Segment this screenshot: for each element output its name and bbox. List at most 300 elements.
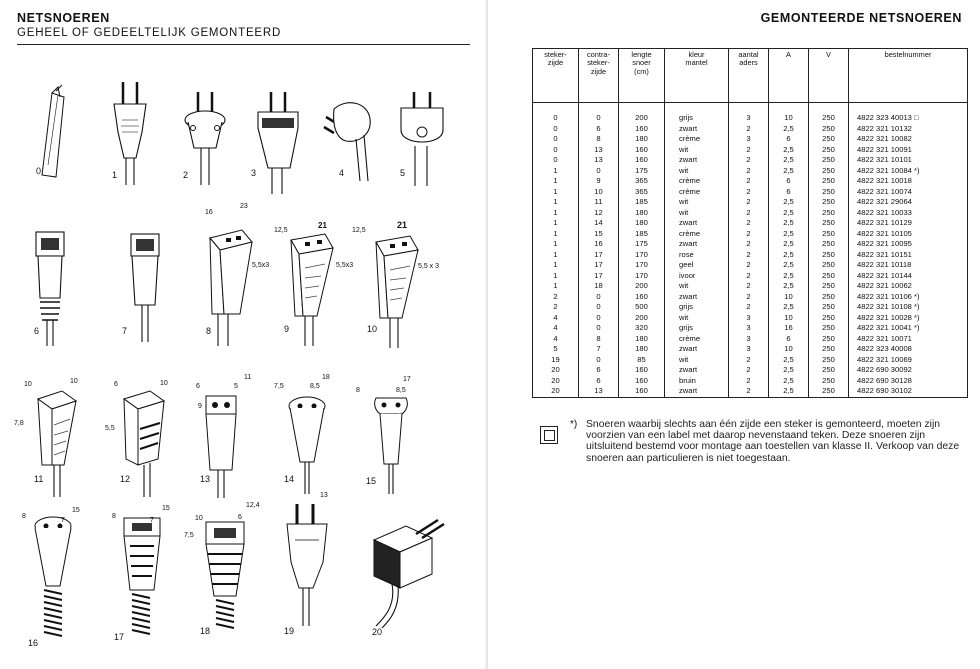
- cell-ampere: 2,5: [769, 355, 809, 366]
- cord-figure-4: [320, 95, 376, 185]
- table-row: [533, 124, 968, 135]
- cell-bestelnummer: 4822 323 40008: [849, 344, 968, 355]
- cell-volt: 250: [809, 323, 849, 334]
- cell-aders: 2: [729, 386, 769, 397]
- cell-aders: 2: [729, 376, 769, 387]
- cell-bestelnummer: 4822 321 10132: [849, 124, 968, 135]
- cell-lengte: 200: [619, 113, 665, 124]
- cell-volt: 250: [809, 292, 849, 303]
- dimension-label: 6: [114, 381, 118, 388]
- table-row: [533, 145, 968, 156]
- cell-lengte: 160: [619, 145, 665, 156]
- dimension-label: 10: [70, 378, 78, 385]
- dimension-label: 21: [318, 221, 327, 230]
- figure-number: 17: [114, 632, 125, 642]
- cell-contra-steker-zijde: 0: [579, 313, 619, 324]
- table-row: [533, 187, 968, 198]
- dimension-label: 10: [195, 515, 203, 522]
- cell-bestelnummer: 4822 690 30092: [849, 365, 968, 376]
- cord-figure-7: [125, 230, 165, 345]
- cell-lengte: 180: [619, 208, 665, 219]
- cell-steker-zijde: 1: [533, 281, 579, 292]
- cell-lengte: 85: [619, 355, 665, 366]
- table-row: [533, 197, 968, 208]
- cell-steker-zijde: 0: [533, 124, 579, 135]
- figure-number: 19: [284, 626, 295, 636]
- figure-number: 0: [36, 166, 42, 176]
- figure-number: 12: [120, 474, 131, 484]
- table-spacer-row: [533, 103, 968, 114]
- coiled-cord-connector-icon: [118, 512, 166, 644]
- table-header-row: [533, 49, 968, 103]
- cell-aders: 2: [729, 176, 769, 187]
- figure-number: 3: [251, 168, 257, 178]
- cell-steker-zijde: 0: [533, 134, 579, 145]
- cell-contra-steker-zijde: 6: [579, 124, 619, 135]
- table-row: [533, 229, 968, 240]
- header-label: aantal aders: [738, 50, 759, 68]
- cell-contra-steker-zijde: 18: [579, 281, 619, 292]
- cell-lengte: 160: [619, 376, 665, 387]
- header-label: kleur mantel: [685, 50, 708, 68]
- cell-lengte: 185: [619, 229, 665, 240]
- cell-kleur: wit: [665, 355, 729, 366]
- cell-aders: 2: [729, 302, 769, 313]
- cell-aders: 3: [729, 334, 769, 345]
- cell-kleur: zwart: [665, 155, 729, 166]
- dimension-label: 15: [162, 505, 170, 512]
- cell-contra-steker-zijde: 16: [579, 239, 619, 250]
- cell-aders: 3: [729, 323, 769, 334]
- cell-steker-zijde: 1: [533, 271, 579, 282]
- figure-number: 9: [284, 324, 290, 334]
- cell-aders: 3: [729, 134, 769, 145]
- cell-lengte: 160: [619, 124, 665, 135]
- box-connector-icon: [366, 510, 446, 630]
- cell-volt: 250: [809, 124, 849, 135]
- dimension-label: 12,5: [352, 227, 366, 234]
- cell-bestelnummer: 4822 321 10062: [849, 281, 968, 292]
- schuko-straight-plug-icon: [254, 88, 302, 198]
- cell-aders: 2: [729, 260, 769, 271]
- cell-steker-zijde: 1: [533, 250, 579, 261]
- cell-kleur: crème: [665, 134, 729, 145]
- cell-ampere: 2,5: [769, 229, 809, 240]
- left-page-title: NETSNOEREN: [17, 11, 110, 25]
- cell-ampere: 6: [769, 134, 809, 145]
- header-label: contra- steker- zijde: [586, 50, 610, 76]
- cell-lengte: 320: [619, 323, 665, 334]
- cell-volt: 250: [809, 155, 849, 166]
- footnote-text: Snoeren waarbij slechts aan één zijde een steker is gemonteerd, moeten zijn voorzien van een label met daarop nevenstaand teken. Deze snoeren zijn uitsluitend bestemd voor montage aan toestellen van klasse II. Verkoop van deze snoeren aan particulieren is niet toegestaan.: [586, 419, 960, 464]
- cell-ampere: 2,5: [769, 218, 809, 229]
- dimension-label: 18: [322, 374, 330, 381]
- figure-number: 4: [339, 168, 345, 178]
- table-spacer-cell: [769, 103, 809, 114]
- cell-steker-zijde: 4: [533, 334, 579, 345]
- cell-kleur: crème: [665, 334, 729, 345]
- cell-kleur: zwart: [665, 239, 729, 250]
- dimension-label: 7,5: [274, 383, 284, 390]
- cell-ampere: 10: [769, 292, 809, 303]
- cell-bestelnummer: 4822 321 10108 *): [849, 302, 968, 313]
- cell-steker-zijde: 2: [533, 302, 579, 313]
- cell-steker-zijde: 1: [533, 176, 579, 187]
- cell-contra-steker-zijde: 0: [579, 302, 619, 313]
- col-steker-zijde: [533, 49, 579, 103]
- cell-lengte: 500: [619, 302, 665, 313]
- class-ii-symbol-icon: [540, 426, 558, 444]
- table-spacer-cell: [665, 103, 729, 114]
- cell-bestelnummer: 4822 321 29064: [849, 197, 968, 208]
- cell-bestelnummer: 4822 321 10106 *): [849, 292, 968, 303]
- cell-aders: 3: [729, 344, 769, 355]
- dimension-label: 5,5: [105, 425, 115, 432]
- cell-aders: 3: [729, 113, 769, 124]
- cell-contra-steker-zijde: 9: [579, 176, 619, 187]
- cell-steker-zijde: 1: [533, 197, 579, 208]
- cell-aders: 2: [729, 281, 769, 292]
- cell-lengte: 175: [619, 166, 665, 177]
- cell-kleur: grijs: [665, 323, 729, 334]
- dimension-label: 10: [160, 380, 168, 387]
- table-body: [533, 103, 968, 398]
- cell-aders: 2: [729, 208, 769, 219]
- table-spacer-cell: [533, 103, 579, 114]
- cell-volt: 250: [809, 113, 849, 124]
- cell-volt: 250: [809, 218, 849, 229]
- cell-aders: 2: [729, 365, 769, 376]
- dimension-label: 5,5x3: [252, 262, 270, 269]
- cell-aders: 2: [729, 239, 769, 250]
- cell-volt: 250: [809, 271, 849, 282]
- dimension-label: 8,5: [310, 383, 320, 390]
- cell-ampere: 2,5: [769, 260, 809, 271]
- figure-number: 10: [367, 324, 378, 334]
- table-row: [533, 208, 968, 219]
- header-label: bestelnummer: [884, 50, 932, 59]
- cell-bestelnummer: 4822 321 10082: [849, 134, 968, 145]
- cell-contra-steker-zijde: 0: [579, 323, 619, 334]
- cell-steker-zijde: 1: [533, 166, 579, 177]
- table-row: [533, 260, 968, 271]
- cell-bestelnummer: 4822 321 10033: [849, 208, 968, 219]
- cell-bestelnummer: 4822 321 10071: [849, 334, 968, 345]
- cell-aders: 2: [729, 250, 769, 261]
- cell-bestelnummer: 4822 690 30102: [849, 386, 968, 397]
- figure-eight-connector-icon: [370, 392, 412, 497]
- cell-kleur: geel: [665, 260, 729, 271]
- table-row: [533, 134, 968, 145]
- cell-lengte: 170: [619, 271, 665, 282]
- figure-number: 13: [200, 474, 211, 484]
- cell-bestelnummer: 4822 321 10084 *): [849, 166, 968, 177]
- cell-aders: 2: [729, 124, 769, 135]
- cell-volt: 250: [809, 145, 849, 156]
- cell-contra-steker-zijde: 11: [579, 197, 619, 208]
- header-label: A: [786, 50, 791, 59]
- cell-kleur: rose: [665, 250, 729, 261]
- footnote-marker: *): [570, 419, 578, 430]
- coiled-cord-connector-icon: [28, 512, 78, 644]
- cell-volt: 250: [809, 344, 849, 355]
- dimension-label: 8: [22, 513, 26, 520]
- table-spacer-cell: [579, 103, 619, 114]
- cell-volt: 250: [809, 355, 849, 366]
- dimension-label: 12,5: [274, 227, 288, 234]
- figure-number: 15: [366, 476, 377, 486]
- cell-bestelnummer: 4822 321 10101: [849, 155, 968, 166]
- cell-bestelnummer: 4822 321 10129: [849, 218, 968, 229]
- cell-lengte: 160: [619, 292, 665, 303]
- cell-kleur: bruin: [665, 376, 729, 387]
- table-row: [533, 281, 968, 292]
- cell-ampere: 2,5: [769, 166, 809, 177]
- cell-aders: 3: [729, 313, 769, 324]
- cell-kleur: crème: [665, 187, 729, 198]
- figure-number: 2: [183, 170, 189, 180]
- table-spacer-cell: [729, 103, 769, 114]
- table-row: [533, 344, 968, 355]
- cell-contra-steker-zijde: 0: [579, 166, 619, 177]
- cell-kleur: zwart: [665, 386, 729, 397]
- dimension-label: 6: [196, 383, 200, 390]
- cell-volt: 250: [809, 208, 849, 219]
- cell-ampere: 10: [769, 344, 809, 355]
- cell-lengte: 180: [619, 334, 665, 345]
- col-contra-steker-zijde: [579, 49, 619, 103]
- cell-contra-steker-zijde: 8: [579, 134, 619, 145]
- figure-number: 16: [28, 638, 39, 648]
- cell-ampere: 6: [769, 176, 809, 187]
- cell-bestelnummer: 4822 321 10118: [849, 260, 968, 271]
- cell-aders: 2: [729, 218, 769, 229]
- cell-steker-zijde: 20: [533, 376, 579, 387]
- cell-lengte: 160: [619, 386, 665, 397]
- cell-contra-steker-zijde: 15: [579, 229, 619, 240]
- cell-contra-steker-zijde: 13: [579, 145, 619, 156]
- table-row: [533, 271, 968, 282]
- cell-steker-zijde: 4: [533, 313, 579, 324]
- cord-figure-18: [198, 516, 253, 636]
- flat-pin-plug-icon: [283, 500, 331, 630]
- cell-bestelnummer: 4822 321 10151: [849, 250, 968, 261]
- cell-aders: 2: [729, 187, 769, 198]
- title-rule: [17, 44, 470, 45]
- table-row: [533, 155, 968, 166]
- cell-aders: 2: [729, 292, 769, 303]
- cell-bestelnummer: 4822 321 10144: [849, 271, 968, 282]
- cell-lengte: 200: [619, 313, 665, 324]
- dimension-label: 5,5x3: [336, 262, 354, 269]
- cell-ampere: 2,5: [769, 281, 809, 292]
- cell-steker-zijde: 1: [533, 229, 579, 240]
- header-label: lengte snoer (cm): [631, 50, 652, 76]
- table-row: [533, 355, 968, 366]
- table-spacer-cell: [809, 103, 849, 114]
- cell-volt: 250: [809, 197, 849, 208]
- cord-figure-3: [254, 88, 302, 198]
- cell-aders: 2: [729, 355, 769, 366]
- cell-ampere: 10: [769, 313, 809, 324]
- cell-ampere: 10: [769, 113, 809, 124]
- cord-figure-17: [118, 512, 166, 644]
- cell-contra-steker-zijde: 0: [579, 355, 619, 366]
- cell-ampere: 2,5: [769, 302, 809, 313]
- cell-kleur: wit: [665, 313, 729, 324]
- cell-contra-steker-zijde: 12: [579, 208, 619, 219]
- header-label: steker- zijde: [544, 50, 567, 68]
- cell-contra-steker-zijde: 6: [579, 376, 619, 387]
- flat-connector-icon: [285, 228, 340, 348]
- cell-kleur: ivoor: [665, 271, 729, 282]
- figure-number: 18: [200, 626, 211, 636]
- cell-volt: 250: [809, 302, 849, 313]
- cell-contra-steker-zijde: 0: [579, 113, 619, 124]
- cell-volt: 250: [809, 239, 849, 250]
- cell-bestelnummer: 4822 321 10091: [849, 145, 968, 156]
- cell-steker-zijde: 1: [533, 187, 579, 198]
- cell-contra-steker-zijde: 13: [579, 155, 619, 166]
- col-kleur-mantel: [665, 49, 729, 103]
- cord-figure-10: [370, 230, 425, 350]
- cell-ampere: 2,5: [769, 155, 809, 166]
- cell-volt: 250: [809, 313, 849, 324]
- appliance-connector-icon: [125, 230, 165, 345]
- cell-ampere: 2,5: [769, 208, 809, 219]
- cell-ampere: 2,5: [769, 365, 809, 376]
- cell-aders: 2: [729, 271, 769, 282]
- table-row: [533, 323, 968, 334]
- cell-steker-zijde: 2: [533, 292, 579, 303]
- dimension-label: 7,8: [14, 420, 24, 427]
- cell-kleur: crème: [665, 229, 729, 240]
- cell-volt: 250: [809, 176, 849, 187]
- cell-bestelnummer: 4822 321 10041 *): [849, 323, 968, 334]
- cell-volt: 250: [809, 229, 849, 240]
- col-aantal-aders: [729, 49, 769, 103]
- table-row: [533, 239, 968, 250]
- cell-ampere: 6: [769, 334, 809, 345]
- flat-connector-icon: [370, 230, 425, 350]
- cell-volt: 250: [809, 134, 849, 145]
- cord-figure-15: [370, 392, 412, 497]
- cell-lengte: 175: [619, 239, 665, 250]
- cell-lengte: 170: [619, 250, 665, 261]
- figure-number: 8: [206, 326, 212, 336]
- col-lengte-snoer: [619, 49, 665, 103]
- cell-steker-zijde: 0: [533, 113, 579, 124]
- cell-volt: 250: [809, 281, 849, 292]
- cell-contra-steker-zijde: 17: [579, 271, 619, 282]
- cell-volt: 250: [809, 334, 849, 345]
- cell-lengte: 365: [619, 176, 665, 187]
- cell-bestelnummer: 4822 321 10105: [849, 229, 968, 240]
- cell-kleur: wit: [665, 281, 729, 292]
- cell-volt: 250: [809, 386, 849, 397]
- angled-plug-icon: [320, 95, 376, 185]
- cell-ampere: 16: [769, 323, 809, 334]
- figure-number: 1: [112, 170, 118, 180]
- table-row: [533, 334, 968, 345]
- cell-ampere: 2,5: [769, 239, 809, 250]
- table-row: [533, 365, 968, 376]
- cell-bestelnummer: 4822 690 30128: [849, 376, 968, 387]
- coiled-cord-connector-icon: [198, 516, 253, 636]
- table-spacer-cell: [849, 103, 968, 114]
- cell-aders: 2: [729, 155, 769, 166]
- cell-bestelnummer: 4822 321 10018: [849, 176, 968, 187]
- cell-kleur: crème: [665, 176, 729, 187]
- cell-ampere: 2,5: [769, 145, 809, 156]
- cell-bestelnummer: 4822 321 10028 *): [849, 313, 968, 324]
- cell-steker-zijde: 1: [533, 218, 579, 229]
- left-page-subtitle: GEHEEL OF GEDEELTELIJK GEMONTEERD: [17, 27, 282, 39]
- table-row: [533, 218, 968, 229]
- cell-kleur: wit: [665, 208, 729, 219]
- cord-figure-19: [283, 500, 331, 630]
- col-volt: [809, 49, 849, 103]
- cell-ampere: 2,5: [769, 250, 809, 261]
- dimension-label: 12,4: [246, 502, 260, 509]
- dimension-label: 5,5 x 3: [418, 263, 440, 270]
- cell-contra-steker-zijde: 0: [579, 292, 619, 303]
- cell-steker-zijde: 20: [533, 386, 579, 397]
- dimension-label: 17: [403, 376, 411, 383]
- table-row: [533, 313, 968, 324]
- dimension-label: 10: [24, 381, 32, 388]
- figure-number: 6: [34, 326, 40, 336]
- dimension-label: 6: [238, 514, 242, 521]
- cell-aders: 2: [729, 197, 769, 208]
- cell-kleur: zwart: [665, 344, 729, 355]
- dimension-label: 13: [320, 492, 328, 499]
- cell-ampere: 2,5: [769, 197, 809, 208]
- cell-aders: 2: [729, 166, 769, 177]
- cell-contra-steker-zijde: 17: [579, 260, 619, 271]
- dimension-label: 7,5: [184, 532, 194, 539]
- cord-spec-table: [532, 48, 968, 398]
- cell-lengte: 180: [619, 218, 665, 229]
- cell-kleur: grijs: [665, 113, 729, 124]
- cell-lengte: 185: [619, 197, 665, 208]
- cell-kleur: wit: [665, 166, 729, 177]
- cell-bestelnummer: 4822 321 10074: [849, 187, 968, 198]
- right-page-title: GEMONTEERDE NETSNOEREN: [760, 11, 962, 25]
- cell-contra-steker-zijde: 17: [579, 250, 619, 261]
- cell-aders: 2: [729, 229, 769, 240]
- bare-cord-icon: [38, 85, 70, 180]
- dimension-label: 23: [240, 203, 248, 210]
- cell-lengte: 160: [619, 365, 665, 376]
- cell-ampere: 2,5: [769, 376, 809, 387]
- cell-volt: 250: [809, 166, 849, 177]
- table-spacer-cell: [619, 103, 665, 114]
- figure-number: 14: [284, 474, 295, 484]
- figure-number: 5: [400, 168, 406, 178]
- cell-kleur: wit: [665, 197, 729, 208]
- cord-figure-16: [28, 512, 78, 644]
- cell-ampere: 6: [769, 187, 809, 198]
- table-row: [533, 250, 968, 261]
- dimension-label: 8,5: [396, 387, 406, 394]
- cell-bestelnummer: 4822 321 10095: [849, 239, 968, 250]
- cell-contra-steker-zijde: 6: [579, 365, 619, 376]
- cord-figure-20: [366, 510, 446, 630]
- dimension-label: 5: [234, 383, 238, 390]
- cell-ampere: 2,5: [769, 124, 809, 135]
- cell-lengte: 160: [619, 155, 665, 166]
